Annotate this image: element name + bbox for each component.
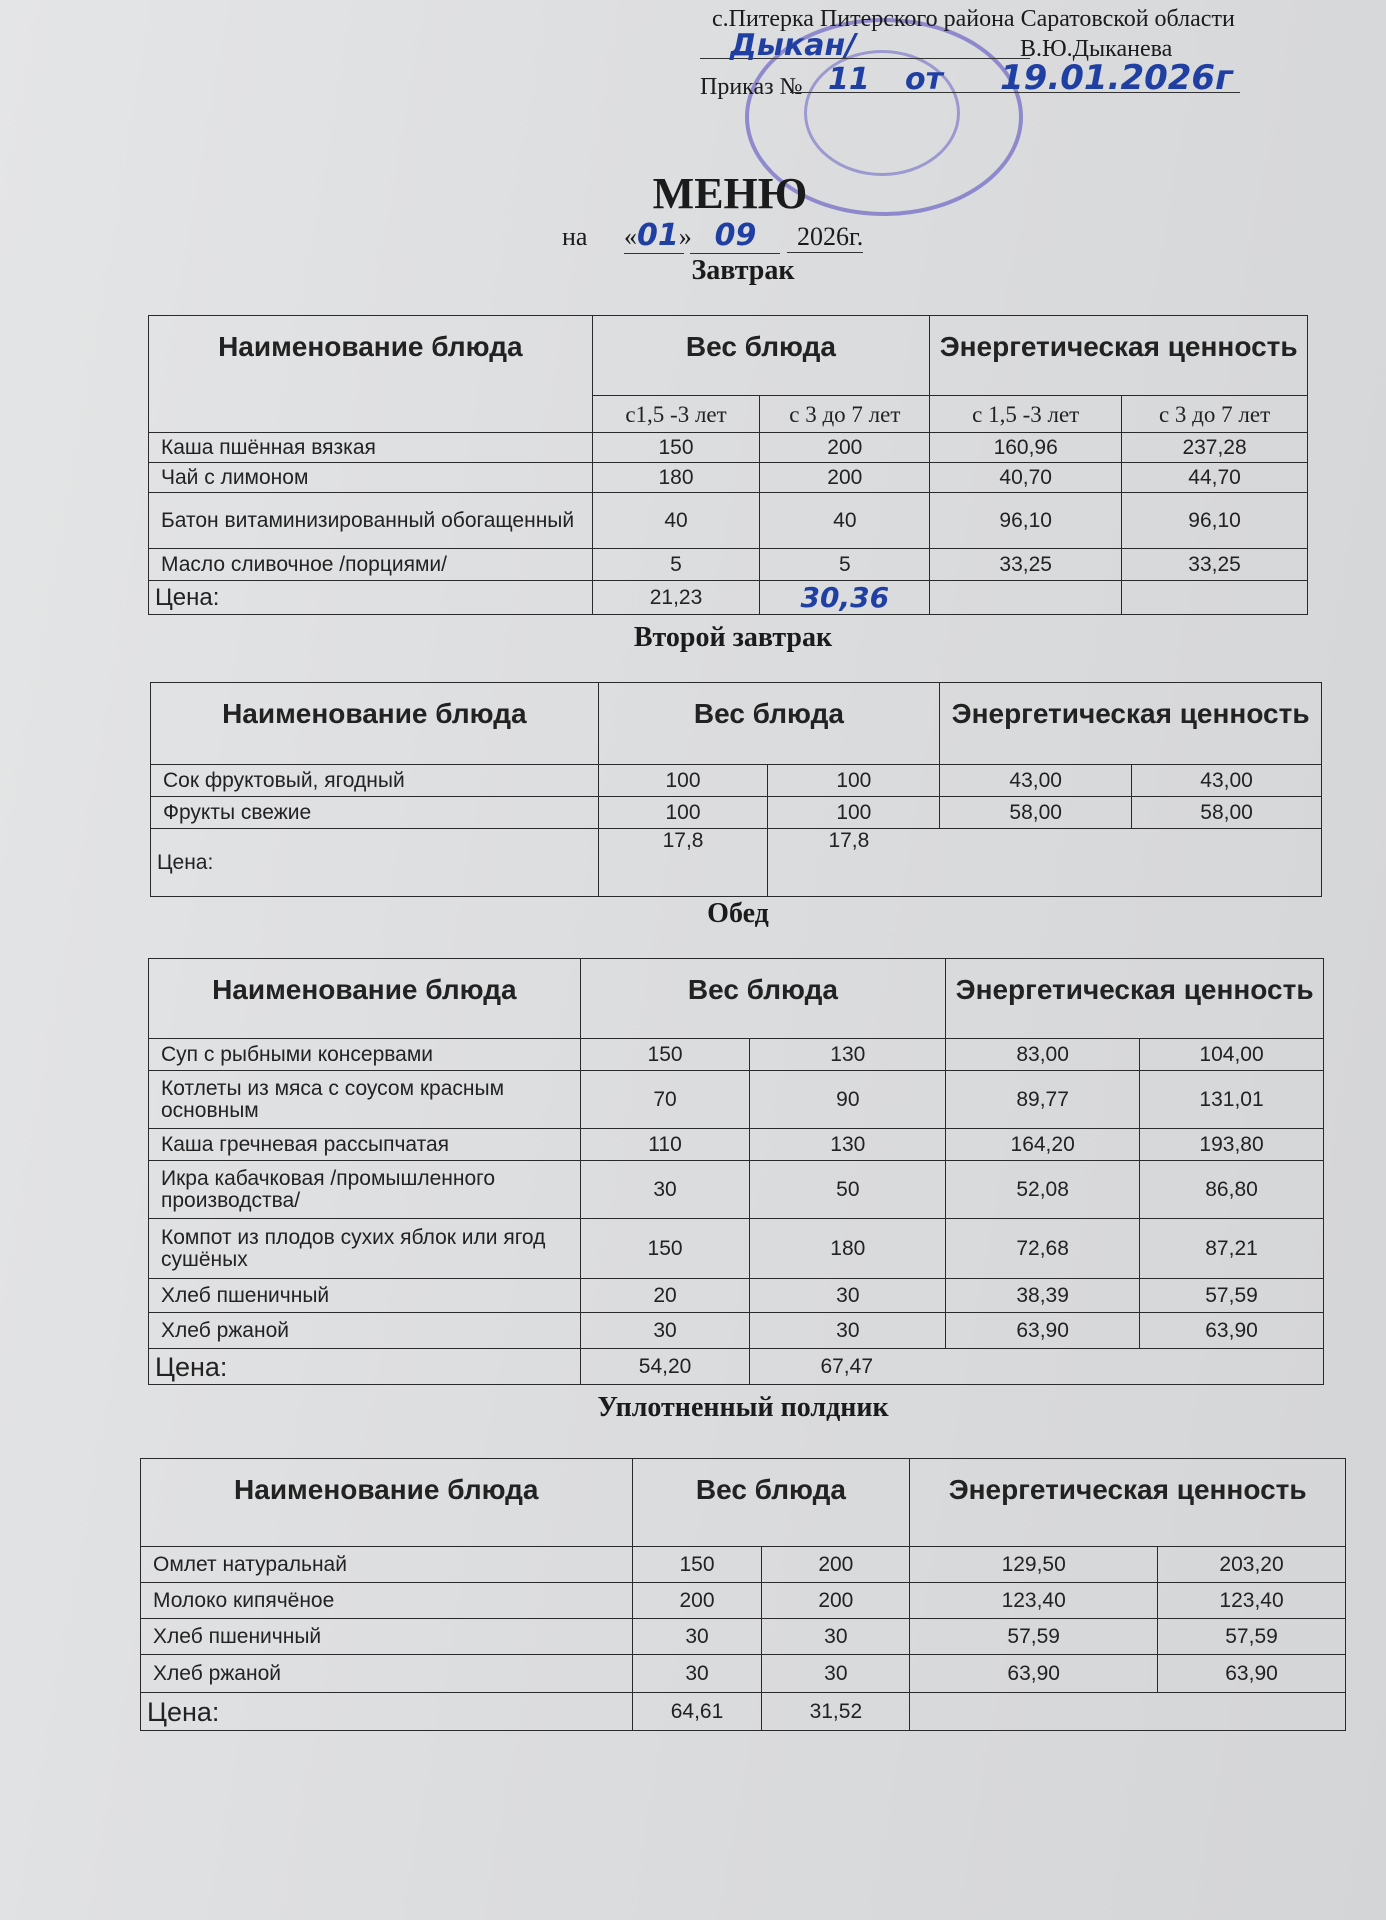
dish-name: Каша гречневая рассыпчатая: [149, 1129, 581, 1161]
date-day-field: [623, 218, 692, 254]
weight-old: 50: [750, 1161, 946, 1219]
menu-date: [562, 218, 863, 254]
energy-old: 96,10: [1122, 493, 1308, 549]
date-prefix: на: [562, 222, 588, 251]
energy-young: 33,25: [930, 549, 1122, 581]
price-young: 54,20: [580, 1349, 750, 1385]
weight-young: 40: [592, 493, 760, 549]
table-row: [151, 765, 1322, 797]
dish-name: Каша пшённая вязкая: [149, 433, 593, 463]
energy-old: 123,40: [1158, 1583, 1346, 1619]
weight-old: 200: [762, 1547, 910, 1583]
header-order: [700, 72, 803, 102]
handwritten-order-from: от: [905, 62, 943, 97]
handwritten-order-number: 11: [828, 62, 870, 97]
col-header-name: Наименование блюда: [149, 316, 593, 433]
table-row: [149, 463, 1308, 493]
weight-old: 180: [750, 1219, 946, 1279]
weight-old: 30: [762, 1655, 910, 1693]
dish-name: Хлеб пшеничный: [141, 1619, 633, 1655]
energy-young: 129,50: [910, 1547, 1158, 1583]
energy-old: 63,90: [1158, 1655, 1346, 1693]
dish-name: Чай с лимоном: [149, 463, 593, 493]
section-title-afternoon-snack: Уплотненный полдник: [597, 1392, 889, 1423]
weight-old: 200: [760, 433, 930, 463]
table-row: [149, 1161, 1324, 1219]
price-old-handwritten: 30,36: [800, 581, 890, 614]
dish-name: Компот из плодов сухих яблок или ягод сушёных: [149, 1219, 581, 1279]
weight-old: 200: [762, 1583, 910, 1619]
energy-old: 58,00: [1132, 797, 1322, 829]
energy-old: 86,80: [1140, 1161, 1324, 1219]
col-header-weight: Вес блюда: [632, 1459, 910, 1547]
energy-young: 63,90: [946, 1313, 1140, 1349]
energy-young: 72,68: [946, 1219, 1140, 1279]
col-header-age-weight-old: с 3 до 7 лет: [760, 396, 930, 433]
weight-old: 100: [768, 797, 940, 829]
weight-young: 200: [632, 1583, 762, 1619]
energy-young: 38,39: [946, 1279, 1140, 1313]
energy-old: 237,28: [1122, 433, 1308, 463]
table-row: [149, 1039, 1324, 1071]
date-close-quote: »: [678, 222, 692, 251]
energy-old: 87,21: [1140, 1219, 1324, 1279]
dish-name: Сок фруктовый, ягодный: [151, 765, 599, 797]
col-header-age-energy-old: с 3 до 7 лет: [1122, 396, 1308, 433]
section-title-breakfast: Завтрак: [691, 255, 795, 286]
table-row: [149, 1129, 1324, 1161]
energy-young: 52,08: [946, 1161, 1140, 1219]
lunch-table: [148, 958, 1324, 1385]
weight-old: 130: [750, 1129, 946, 1161]
energy-young: 164,20: [946, 1129, 1140, 1161]
handwritten-order-date: 19.01.2026г: [1000, 58, 1233, 98]
table-row: [149, 493, 1308, 549]
table-row: [149, 1279, 1324, 1313]
energy-young: 58,00: [940, 797, 1132, 829]
weight-young: 100: [598, 797, 768, 829]
empty-cell: [930, 581, 1122, 615]
energy-old: 193,80: [1140, 1129, 1324, 1161]
dish-name: Молоко кипячёное: [141, 1583, 633, 1619]
weight-young: 100: [598, 765, 768, 797]
energy-young: 83,00: [946, 1039, 1140, 1071]
weight-old: 30: [750, 1313, 946, 1349]
dish-name: Икра кабачковая /промышленного производства/: [149, 1161, 581, 1219]
col-header-energy: Энергетическая ценность: [940, 683, 1322, 765]
second-breakfast-table: [150, 682, 1322, 897]
dish-name: Омлет натуральнай: [141, 1547, 633, 1583]
table-row: [141, 1619, 1346, 1655]
price-label: Цена:: [141, 1693, 633, 1731]
price-old: 17,8: [768, 829, 1322, 897]
weight-young: 30: [580, 1313, 750, 1349]
energy-old: 57,59: [1158, 1619, 1346, 1655]
col-header-age-weight-young: с1,5 -3 лет: [592, 396, 760, 433]
energy-old: 131,01: [1140, 1071, 1324, 1129]
energy-young: 40,70: [930, 463, 1122, 493]
date-month: 09: [714, 218, 757, 253]
weight-old: 90: [750, 1071, 946, 1129]
afternoon-snack-table: [140, 1458, 1346, 1731]
energy-young: 63,90: [910, 1655, 1158, 1693]
dish-name: Суп с рыбными консервами: [149, 1039, 581, 1071]
col-header-energy: Энергетическая ценность: [946, 959, 1324, 1039]
weight-young: 150: [632, 1547, 762, 1583]
weight-young: 30: [632, 1619, 762, 1655]
price-label: Цена:: [149, 581, 593, 615]
price-row: [149, 581, 1308, 615]
col-header-weight: Вес блюда: [592, 316, 930, 396]
table-row: [141, 1547, 1346, 1583]
table-row: [151, 797, 1322, 829]
weight-young: 70: [580, 1071, 750, 1129]
date-day: 01: [636, 218, 679, 253]
col-header-energy: Энергетическая ценность: [930, 316, 1308, 396]
weight-young: 30: [632, 1655, 762, 1693]
weight-young: 150: [580, 1039, 750, 1071]
dish-name: Хлеб ржаной: [149, 1313, 581, 1349]
price-old: 31,52: [762, 1693, 910, 1731]
weight-young: 110: [580, 1129, 750, 1161]
col-header-name: Наименование блюда: [149, 959, 581, 1039]
col-header-name: Наименование блюда: [141, 1459, 633, 1547]
table-row: [149, 433, 1308, 463]
table-row: [141, 1583, 1346, 1619]
price-label: Цена:: [149, 1349, 581, 1385]
col-header-weight: Вес блюда: [598, 683, 940, 765]
weight-old: 100: [768, 765, 940, 797]
weight-old: 30: [762, 1619, 910, 1655]
empty-cell: [1122, 581, 1308, 615]
header-signatory: В.Ю.Дыканева: [1020, 36, 1173, 62]
price-young: 64,61: [632, 1693, 762, 1731]
energy-young: 43,00: [940, 765, 1132, 797]
weight-young: 20: [580, 1279, 750, 1313]
table-row: [149, 1219, 1324, 1279]
breakfast-table: [148, 315, 1308, 615]
energy-young: 160,96: [930, 433, 1122, 463]
col-header-age-energy-young: с 1,5 -3 лет: [930, 396, 1122, 433]
handwritten-signature: Дыкан/: [730, 28, 857, 63]
table-row: [149, 1071, 1324, 1129]
weight-young: 180: [592, 463, 760, 493]
price-young: 21,23: [592, 581, 760, 615]
date-year: 2026г.: [787, 222, 863, 253]
col-header-energy: Энергетическая ценность: [910, 1459, 1346, 1547]
weight-young: 30: [580, 1161, 750, 1219]
energy-old: 44,70: [1122, 463, 1308, 493]
price-label: Цена:: [151, 829, 599, 897]
energy-old: 43,00: [1132, 765, 1322, 797]
section-title-lunch: Обед: [707, 898, 769, 929]
order-label: Приказ №: [700, 74, 803, 100]
table-row: [141, 1655, 1346, 1693]
energy-old: 203,20: [1158, 1547, 1346, 1583]
page-title: МЕНЮ: [652, 169, 808, 218]
weight-old: 130: [750, 1039, 946, 1071]
price-row: [141, 1693, 1346, 1731]
energy-young: 123,40: [910, 1583, 1158, 1619]
dish-name: Батон витаминизированный обогащенный: [149, 493, 593, 549]
dish-name: Котлеты из мяса с соусом красным основным: [149, 1071, 581, 1129]
price-row: [149, 1349, 1324, 1385]
energy-old: 104,00: [1140, 1039, 1324, 1071]
weight-old: 5: [760, 549, 930, 581]
energy-old: 63,90: [1140, 1313, 1324, 1349]
dish-name: Масло сливочное /порциями/: [149, 549, 593, 581]
price-young: 17,8: [598, 829, 768, 897]
header-location: с.Питерка Питерского района Саратовской области: [712, 6, 1235, 32]
energy-old: 57,59: [1140, 1279, 1324, 1313]
date-month-field: [690, 218, 780, 254]
weight-young: 150: [580, 1219, 750, 1279]
col-header-name: Наименование блюда: [151, 683, 599, 765]
price-old: 67,47: [750, 1349, 1324, 1385]
empty-cell: [910, 1693, 1346, 1731]
energy-young: 96,10: [930, 493, 1122, 549]
weight-old: 30: [750, 1279, 946, 1313]
price-row: [151, 829, 1322, 897]
col-header-weight: Вес блюда: [580, 959, 946, 1039]
weight-old: 200: [760, 463, 930, 493]
dish-name: Фрукты свежие: [151, 797, 599, 829]
weight-young: 150: [592, 433, 760, 463]
dish-name: Хлеб пшеничный: [149, 1279, 581, 1313]
price-old: [760, 581, 930, 615]
energy-old: 33,25: [1122, 549, 1308, 581]
energy-young: 57,59: [910, 1619, 1158, 1655]
weight-young: 5: [592, 549, 760, 581]
dish-name: Хлеб ржаной: [141, 1655, 633, 1693]
section-title-second-breakfast: Второй завтрак: [633, 622, 833, 653]
table-row: [149, 549, 1308, 581]
energy-young: 89,77: [946, 1071, 1140, 1129]
table-row: [149, 1313, 1324, 1349]
date-open-quote: «: [623, 222, 637, 251]
weight-old: 40: [760, 493, 930, 549]
